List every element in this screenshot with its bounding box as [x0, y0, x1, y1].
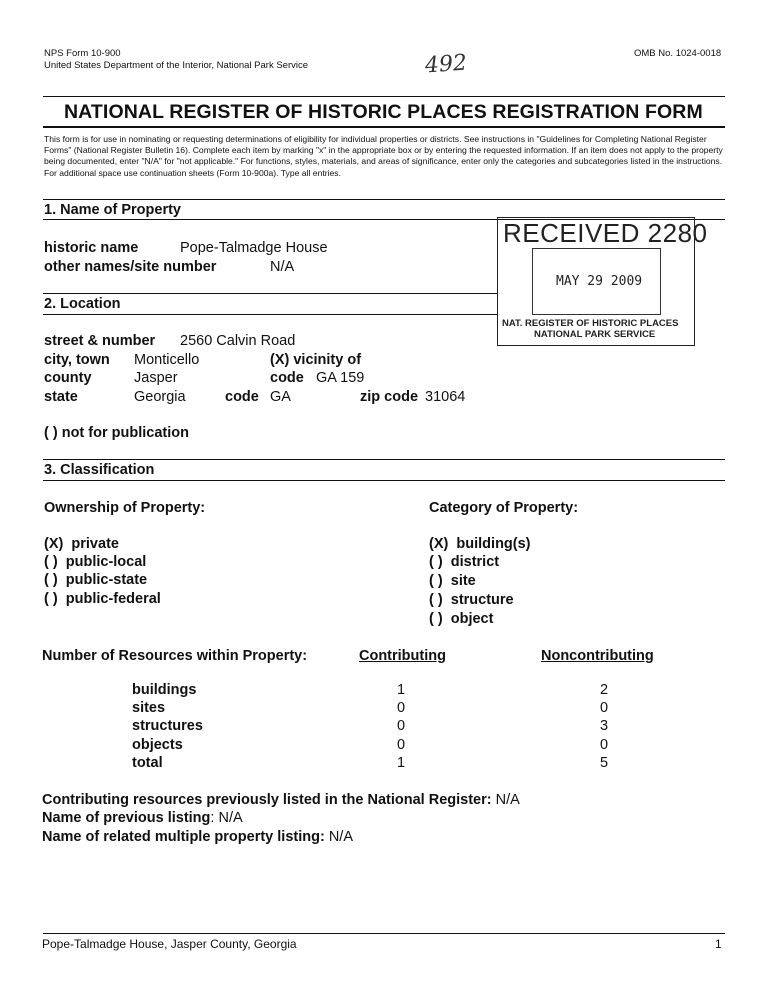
category-label: structure [450, 592, 514, 608]
resource-noncontrib: 0 [600, 737, 609, 753]
other-names-label: other names/site number [44, 259, 217, 275]
section2-bottom-rule [43, 314, 498, 315]
previous-listing-label: Name of previous listing [42, 810, 211, 826]
ownership-label: public-federal [65, 591, 161, 607]
footer-rule [43, 933, 725, 934]
county-label: county [44, 370, 92, 386]
zip-label: zip code [360, 389, 419, 405]
category-mark: ( ) [429, 592, 443, 608]
resource-noncontrib: 2 [600, 682, 609, 698]
resource-noncontrib: 5 [600, 755, 609, 771]
ownership-item [44, 591, 161, 607]
handwritten-number: 492 [424, 50, 468, 79]
related-listing-line [42, 829, 353, 845]
stamp-line2: NATIONAL PARK SERVICE [534, 329, 656, 340]
ownership-heading: Ownership of Property: [44, 500, 206, 516]
received-stamp [497, 217, 708, 346]
historic-name-value: Pope-Talmadge House [180, 240, 328, 256]
section1-top-rule [43, 199, 725, 200]
contributing-header: Contributing [359, 648, 446, 664]
category-item [429, 573, 476, 589]
section3-heading: 3. Classification [44, 462, 155, 478]
noncontributing-header: Noncontributing [541, 648, 654, 664]
section2-top-rule [43, 293, 498, 294]
previously-listed-line [42, 792, 520, 808]
state-code-label: code [225, 389, 259, 405]
ownership-mark: (X) [44, 536, 64, 552]
category-mark: ( ) [429, 573, 443, 589]
ownership-item [44, 554, 146, 570]
form-number: NPS Form 10-900 [44, 48, 121, 59]
omb-number: OMB No. 1024-0018 [634, 48, 722, 59]
category-label: site [450, 573, 476, 589]
section3-bottom-rule [43, 480, 725, 481]
stamp-line1: NAT. REGISTER OF HISTORIC PLACES [502, 318, 679, 329]
street-label: street & number [44, 333, 156, 349]
ownership-label: public-state [65, 572, 148, 588]
title-top-rule [43, 96, 725, 97]
ownership-mark: ( ) [44, 572, 58, 588]
resource-noncontrib: 0 [600, 700, 609, 716]
ownership-mark: ( ) [44, 554, 58, 570]
section2-heading: 2. Location [44, 296, 121, 312]
other-names-value: N/A [270, 259, 295, 275]
resource-contrib: 1 [397, 755, 406, 771]
resource-label: total [132, 755, 163, 771]
resource-contrib: 0 [397, 700, 406, 716]
department-line: United States Department of the Interior, National Park Service [44, 60, 309, 71]
resource-noncontrib: 3 [600, 718, 609, 734]
related-listing-value: N/A [328, 829, 353, 845]
category-item [429, 554, 499, 570]
section1-heading: 1. Name of Property [44, 202, 181, 218]
category-mark: (X) [429, 536, 449, 552]
section3-top-rule [43, 459, 725, 460]
stamp-received: RECEIVED 2280 [503, 218, 708, 248]
county-code-value: GA 159 [316, 370, 365, 386]
category-item [429, 611, 493, 627]
county-value: Jasper [134, 370, 178, 386]
category-mark: ( ) [429, 611, 443, 627]
instructions: This form is for use in nominating or requesting determinations of eligibility for individual properties or districts. See instructions in "Guidelines for Completing National Register Forms" (National Register Bulletin 16). Complete each item by marking "x" in the appropriate box or by entering the requested information. If an item does not apply to the property being documented, enter "N/A" for "not applicable." For functions, styles, materials, and areas of significance, enter only the categories and subcategories listed in the instructions. For additional space use continuation sheets (Form 10-900a). Type all entries. [44, 134, 723, 178]
stamp-date: MAY 29 2009 [556, 274, 643, 289]
resource-contrib: 0 [397, 718, 406, 734]
street-value: 2560 Calvin Road [180, 333, 296, 349]
resource-label: structures [132, 718, 203, 734]
category-heading: Category of Property: [429, 500, 579, 516]
resource-contrib: 0 [397, 737, 406, 753]
title-bottom-rule [43, 126, 725, 128]
vicinity-label: (X) vicinity of [270, 352, 362, 368]
resource-contrib: 1 [397, 682, 406, 698]
resource-label: sites [132, 700, 166, 716]
historic-name-label: historic name [44, 240, 139, 256]
category-item [429, 592, 514, 608]
ownership-item [44, 572, 147, 588]
category-item [429, 536, 531, 552]
category-label: building(s) [456, 536, 531, 552]
footer-text: Pope-Talmadge House, Jasper County, Georgia [42, 937, 297, 951]
previous-listing-value: N/A [218, 810, 243, 826]
category-label: district [450, 554, 500, 570]
state-value: Georgia [134, 389, 186, 405]
state-code-value: GA [270, 389, 291, 405]
related-listing-label: Name of related multiple property listing: [42, 829, 325, 845]
category-label: object [450, 611, 494, 627]
page-number: 1 [715, 937, 722, 951]
zip-value: 31064 [425, 389, 466, 405]
city-label: city, town [44, 352, 110, 368]
ownership-item [44, 536, 119, 552]
category-mark: ( ) [429, 554, 443, 570]
not-for-publication: ( ) not for publication [44, 425, 189, 441]
ownership-mark: ( ) [44, 591, 58, 607]
resource-label: buildings [132, 682, 197, 698]
ownership-label: public-local [65, 554, 147, 570]
state-label: state [44, 389, 78, 405]
form-title: NATIONAL REGISTER OF HISTORIC PLACES REGISTRATION FORM [64, 101, 703, 123]
ownership-label: private [71, 536, 119, 552]
resource-label: objects [132, 737, 183, 753]
previously-listed-label: Contributing resources previously listed in the National Register: [42, 792, 492, 808]
resources-heading: Number of Resources within Property: [42, 648, 308, 664]
previously-listed-value: N/A [495, 792, 520, 808]
previous-listing-line: Name of previous listing: N/A [42, 810, 243, 826]
county-code-label: code [270, 370, 304, 386]
city-value: Monticello [134, 352, 200, 368]
